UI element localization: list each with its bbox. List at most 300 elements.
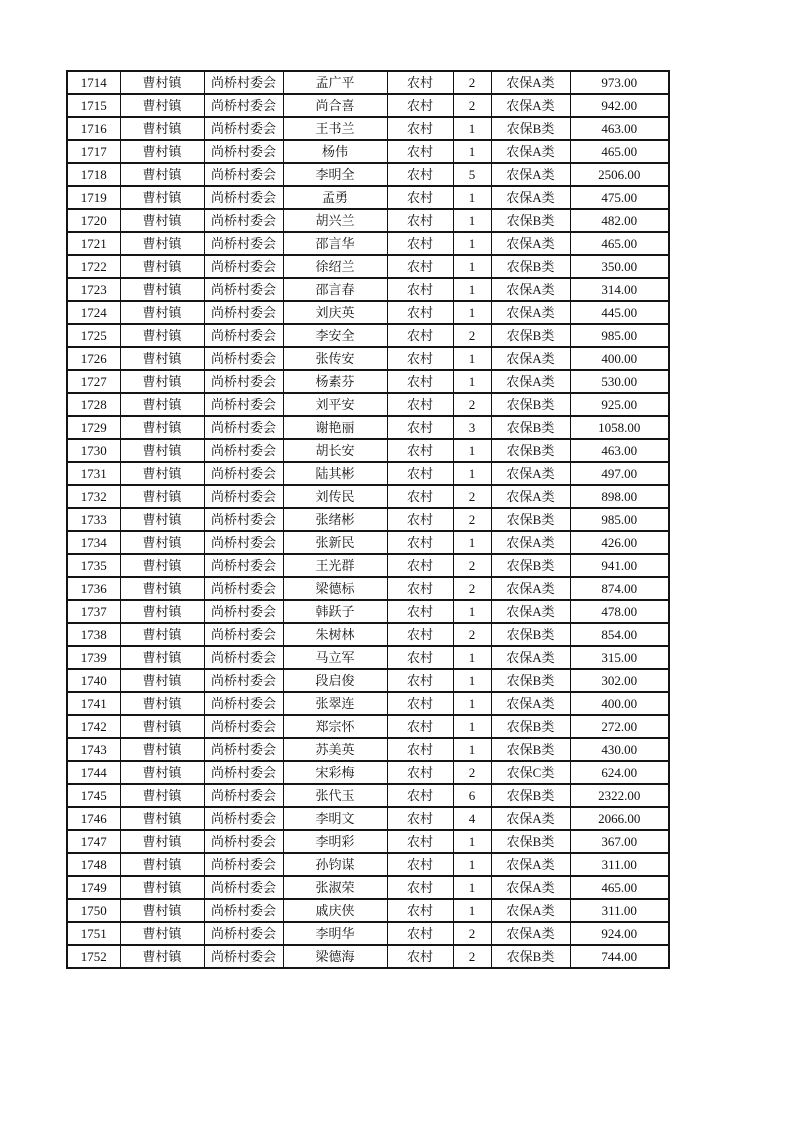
cell-amount: 430.00 [570, 738, 669, 761]
cell-village-committee: 尚桥村委会 [204, 692, 283, 715]
table-row [67, 439, 669, 462]
cell-village-committee: 尚桥村委会 [204, 807, 283, 830]
cell-person-count: 1 [453, 117, 491, 140]
cell-insurance-category: 农保B类 [491, 117, 570, 140]
cell-town: 曹村镇 [120, 600, 204, 623]
cell-person-name: 梁德标 [283, 577, 387, 600]
cell-person-name: 刘平安 [283, 393, 387, 416]
cell-village-committee: 尚桥村委会 [204, 554, 283, 577]
cell-amount: 985.00 [570, 324, 669, 347]
cell-person-name: 戚庆侠 [283, 899, 387, 922]
cell-residence-type: 农村 [387, 278, 453, 301]
cell-village-committee: 尚桥村委会 [204, 577, 283, 600]
cell-amount: 925.00 [570, 393, 669, 416]
cell-serial-number: 1721 [67, 232, 120, 255]
cell-village-committee: 尚桥村委会 [204, 669, 283, 692]
cell-insurance-category: 农保A类 [491, 140, 570, 163]
cell-town: 曹村镇 [120, 692, 204, 715]
cell-insurance-category: 农保B类 [491, 439, 570, 462]
table-row [67, 508, 669, 531]
cell-serial-number: 1722 [67, 255, 120, 278]
cell-amount: 475.00 [570, 186, 669, 209]
cell-serial-number: 1715 [67, 94, 120, 117]
cell-person-count: 5 [453, 163, 491, 186]
beneficiary-table [66, 70, 670, 969]
table-row [67, 922, 669, 945]
cell-person-count: 1 [453, 255, 491, 278]
cell-village-committee: 尚桥村委会 [204, 140, 283, 163]
cell-village-committee: 尚桥村委会 [204, 209, 283, 232]
cell-insurance-category: 农保A类 [491, 600, 570, 623]
cell-person-name: 段启俊 [283, 669, 387, 692]
cell-residence-type: 农村 [387, 439, 453, 462]
cell-village-committee: 尚桥村委会 [204, 715, 283, 738]
table-row [67, 577, 669, 600]
cell-insurance-category: 农保A类 [491, 807, 570, 830]
cell-village-committee: 尚桥村委会 [204, 301, 283, 324]
cell-residence-type: 农村 [387, 899, 453, 922]
cell-person-name: 孙钧谋 [283, 853, 387, 876]
cell-serial-number: 1737 [67, 600, 120, 623]
cell-town: 曹村镇 [120, 439, 204, 462]
cell-serial-number: 1745 [67, 784, 120, 807]
table-row [67, 324, 669, 347]
cell-amount: 315.00 [570, 646, 669, 669]
cell-residence-type: 农村 [387, 738, 453, 761]
cell-amount: 2322.00 [570, 784, 669, 807]
cell-town: 曹村镇 [120, 163, 204, 186]
table-row [67, 646, 669, 669]
cell-town: 曹村镇 [120, 71, 204, 94]
cell-person-count: 2 [453, 761, 491, 784]
table-row [67, 301, 669, 324]
cell-village-committee: 尚桥村委会 [204, 94, 283, 117]
cell-amount: 942.00 [570, 94, 669, 117]
cell-person-name: 胡长安 [283, 439, 387, 462]
cell-town: 曹村镇 [120, 508, 204, 531]
table-row [67, 209, 669, 232]
cell-village-committee: 尚桥村委会 [204, 324, 283, 347]
cell-person-count: 2 [453, 71, 491, 94]
cell-person-count: 1 [453, 140, 491, 163]
cell-person-count: 1 [453, 439, 491, 462]
cell-residence-type: 农村 [387, 393, 453, 416]
cell-residence-type: 农村 [387, 922, 453, 945]
cell-insurance-category: 农保B类 [491, 554, 570, 577]
cell-town: 曹村镇 [120, 347, 204, 370]
table-row [67, 71, 669, 94]
table-row [67, 462, 669, 485]
table-row [67, 554, 669, 577]
cell-residence-type: 农村 [387, 784, 453, 807]
cell-town: 曹村镇 [120, 117, 204, 140]
table-row [67, 669, 669, 692]
cell-person-name: 张新民 [283, 531, 387, 554]
cell-residence-type: 农村 [387, 416, 453, 439]
cell-person-count: 2 [453, 393, 491, 416]
cell-amount: 973.00 [570, 71, 669, 94]
table-row [67, 692, 669, 715]
cell-town: 曹村镇 [120, 232, 204, 255]
cell-residence-type: 农村 [387, 370, 453, 393]
cell-serial-number: 1724 [67, 301, 120, 324]
cell-person-count: 1 [453, 646, 491, 669]
cell-village-committee: 尚桥村委会 [204, 646, 283, 669]
table-row [67, 117, 669, 140]
table-row [67, 807, 669, 830]
table-row [67, 876, 669, 899]
cell-person-name: 韩跃子 [283, 600, 387, 623]
cell-person-name: 王光群 [283, 554, 387, 577]
cell-town: 曹村镇 [120, 370, 204, 393]
cell-town: 曹村镇 [120, 577, 204, 600]
cell-insurance-category: 农保B类 [491, 830, 570, 853]
cell-person-count: 2 [453, 623, 491, 646]
cell-serial-number: 1728 [67, 393, 120, 416]
cell-person-count: 1 [453, 209, 491, 232]
cell-insurance-category: 农保A类 [491, 301, 570, 324]
table-row [67, 784, 669, 807]
cell-town: 曹村镇 [120, 324, 204, 347]
table-row [67, 623, 669, 646]
cell-insurance-category: 农保A类 [491, 370, 570, 393]
table-row [67, 899, 669, 922]
cell-insurance-category: 农保A类 [491, 922, 570, 945]
cell-person-count: 1 [453, 232, 491, 255]
cell-person-name: 尚合喜 [283, 94, 387, 117]
cell-person-name: 马立军 [283, 646, 387, 669]
cell-amount: 302.00 [570, 669, 669, 692]
cell-amount: 465.00 [570, 876, 669, 899]
table-row [67, 393, 669, 416]
table-row [67, 140, 669, 163]
cell-serial-number: 1736 [67, 577, 120, 600]
cell-serial-number: 1714 [67, 71, 120, 94]
cell-amount: 744.00 [570, 945, 669, 968]
cell-person-name: 张代玉 [283, 784, 387, 807]
table-row [67, 94, 669, 117]
cell-insurance-category: 农保B类 [491, 416, 570, 439]
cell-residence-type: 农村 [387, 347, 453, 370]
cell-town: 曹村镇 [120, 416, 204, 439]
table-row [67, 416, 669, 439]
cell-insurance-category: 农保A类 [491, 232, 570, 255]
cell-amount: 874.00 [570, 577, 669, 600]
cell-person-name: 杨素芬 [283, 370, 387, 393]
cell-person-count: 1 [453, 738, 491, 761]
table-row [67, 830, 669, 853]
cell-insurance-category: 农保A类 [491, 899, 570, 922]
table-row [67, 186, 669, 209]
cell-person-name: 张传安 [283, 347, 387, 370]
table-row [67, 738, 669, 761]
table-row [67, 232, 669, 255]
cell-person-count: 6 [453, 784, 491, 807]
cell-village-committee: 尚桥村委会 [204, 623, 283, 646]
cell-insurance-category: 农保A类 [491, 163, 570, 186]
cell-person-name: 邵言春 [283, 278, 387, 301]
cell-person-name: 李明文 [283, 807, 387, 830]
cell-village-committee: 尚桥村委会 [204, 232, 283, 255]
cell-residence-type: 农村 [387, 186, 453, 209]
cell-serial-number: 1751 [67, 922, 120, 945]
cell-person-name: 孟勇 [283, 186, 387, 209]
cell-amount: 463.00 [570, 117, 669, 140]
cell-serial-number: 1720 [67, 209, 120, 232]
cell-person-count: 3 [453, 416, 491, 439]
cell-serial-number: 1733 [67, 508, 120, 531]
cell-person-count: 1 [453, 692, 491, 715]
cell-town: 曹村镇 [120, 807, 204, 830]
cell-town: 曹村镇 [120, 209, 204, 232]
cell-person-count: 1 [453, 462, 491, 485]
cell-insurance-category: 农保A类 [491, 278, 570, 301]
cell-village-committee: 尚桥村委会 [204, 393, 283, 416]
cell-village-committee: 尚桥村委会 [204, 439, 283, 462]
cell-residence-type: 农村 [387, 876, 453, 899]
cell-residence-type: 农村 [387, 140, 453, 163]
cell-town: 曹村镇 [120, 393, 204, 416]
cell-insurance-category: 农保A类 [491, 462, 570, 485]
cell-residence-type: 农村 [387, 715, 453, 738]
cell-insurance-category: 农保A类 [491, 94, 570, 117]
cell-insurance-category: 农保B类 [491, 508, 570, 531]
cell-residence-type: 农村 [387, 71, 453, 94]
cell-amount: 497.00 [570, 462, 669, 485]
cell-person-name: 王书兰 [283, 117, 387, 140]
cell-person-count: 1 [453, 669, 491, 692]
cell-person-count: 1 [453, 370, 491, 393]
cell-residence-type: 农村 [387, 232, 453, 255]
cell-person-name: 苏美英 [283, 738, 387, 761]
table-row [67, 600, 669, 623]
cell-village-committee: 尚桥村委会 [204, 531, 283, 554]
cell-amount: 854.00 [570, 623, 669, 646]
cell-person-count: 1 [453, 899, 491, 922]
cell-village-committee: 尚桥村委会 [204, 784, 283, 807]
cell-serial-number: 1719 [67, 186, 120, 209]
cell-amount: 400.00 [570, 347, 669, 370]
cell-residence-type: 农村 [387, 692, 453, 715]
cell-person-name: 梁德海 [283, 945, 387, 968]
cell-amount: 272.00 [570, 715, 669, 738]
cell-serial-number: 1744 [67, 761, 120, 784]
cell-amount: 985.00 [570, 508, 669, 531]
table-row [67, 485, 669, 508]
cell-insurance-category: 农保A类 [491, 853, 570, 876]
cell-serial-number: 1716 [67, 117, 120, 140]
cell-residence-type: 农村 [387, 761, 453, 784]
cell-insurance-category: 农保A类 [491, 692, 570, 715]
cell-serial-number: 1735 [67, 554, 120, 577]
cell-town: 曹村镇 [120, 669, 204, 692]
cell-residence-type: 农村 [387, 830, 453, 853]
cell-person-count: 1 [453, 600, 491, 623]
cell-town: 曹村镇 [120, 899, 204, 922]
cell-amount: 478.00 [570, 600, 669, 623]
cell-person-count: 2 [453, 922, 491, 945]
cell-village-committee: 尚桥村委会 [204, 899, 283, 922]
cell-town: 曹村镇 [120, 738, 204, 761]
cell-serial-number: 1729 [67, 416, 120, 439]
cell-amount: 924.00 [570, 922, 669, 945]
cell-person-name: 孟广平 [283, 71, 387, 94]
cell-village-committee: 尚桥村委会 [204, 945, 283, 968]
cell-insurance-category: 农保A类 [491, 876, 570, 899]
cell-person-name: 张翠连 [283, 692, 387, 715]
cell-amount: 314.00 [570, 278, 669, 301]
table-row [67, 715, 669, 738]
cell-person-count: 2 [453, 508, 491, 531]
cell-person-count: 1 [453, 830, 491, 853]
table-row [67, 531, 669, 554]
cell-person-count: 2 [453, 554, 491, 577]
cell-serial-number: 1738 [67, 623, 120, 646]
cell-town: 曹村镇 [120, 623, 204, 646]
table-body [67, 71, 669, 968]
cell-residence-type: 农村 [387, 577, 453, 600]
cell-person-count: 4 [453, 807, 491, 830]
cell-town: 曹村镇 [120, 715, 204, 738]
cell-residence-type: 农村 [387, 600, 453, 623]
table-row [67, 370, 669, 393]
cell-serial-number: 1727 [67, 370, 120, 393]
cell-serial-number: 1718 [67, 163, 120, 186]
cell-person-count: 1 [453, 278, 491, 301]
cell-amount: 465.00 [570, 140, 669, 163]
cell-amount: 2506.00 [570, 163, 669, 186]
cell-insurance-category: 农保A类 [491, 186, 570, 209]
cell-village-committee: 尚桥村委会 [204, 462, 283, 485]
cell-serial-number: 1731 [67, 462, 120, 485]
cell-insurance-category: 农保A类 [491, 347, 570, 370]
cell-person-name: 李安全 [283, 324, 387, 347]
cell-town: 曹村镇 [120, 945, 204, 968]
cell-residence-type: 农村 [387, 554, 453, 577]
cell-town: 曹村镇 [120, 761, 204, 784]
cell-serial-number: 1725 [67, 324, 120, 347]
cell-insurance-category: 农保B类 [491, 945, 570, 968]
cell-person-name: 邵言华 [283, 232, 387, 255]
cell-insurance-category: 农保B类 [491, 393, 570, 416]
cell-amount: 624.00 [570, 761, 669, 784]
cell-person-name: 陆其彬 [283, 462, 387, 485]
cell-amount: 311.00 [570, 899, 669, 922]
cell-serial-number: 1726 [67, 347, 120, 370]
cell-insurance-category: 农保B类 [491, 669, 570, 692]
cell-town: 曹村镇 [120, 922, 204, 945]
cell-person-name: 李明彩 [283, 830, 387, 853]
cell-amount: 311.00 [570, 853, 669, 876]
cell-town: 曹村镇 [120, 784, 204, 807]
cell-village-committee: 尚桥村委会 [204, 761, 283, 784]
cell-village-committee: 尚桥村委会 [204, 830, 283, 853]
table-row [67, 347, 669, 370]
cell-serial-number: 1741 [67, 692, 120, 715]
cell-person-name: 杨伟 [283, 140, 387, 163]
cell-town: 曹村镇 [120, 140, 204, 163]
table-row [67, 853, 669, 876]
cell-residence-type: 农村 [387, 669, 453, 692]
cell-person-count: 2 [453, 577, 491, 600]
cell-amount: 426.00 [570, 531, 669, 554]
cell-serial-number: 1734 [67, 531, 120, 554]
cell-residence-type: 农村 [387, 508, 453, 531]
cell-insurance-category: 农保B类 [491, 715, 570, 738]
cell-amount: 350.00 [570, 255, 669, 278]
cell-village-committee: 尚桥村委会 [204, 163, 283, 186]
table-row [67, 761, 669, 784]
cell-serial-number: 1730 [67, 439, 120, 462]
cell-person-count: 1 [453, 347, 491, 370]
cell-serial-number: 1717 [67, 140, 120, 163]
cell-village-committee: 尚桥村委会 [204, 117, 283, 140]
cell-amount: 530.00 [570, 370, 669, 393]
cell-person-name: 朱树林 [283, 623, 387, 646]
cell-person-name: 徐绍兰 [283, 255, 387, 278]
cell-amount: 465.00 [570, 232, 669, 255]
cell-serial-number: 1750 [67, 899, 120, 922]
cell-residence-type: 农村 [387, 324, 453, 347]
cell-village-committee: 尚桥村委会 [204, 416, 283, 439]
cell-serial-number: 1746 [67, 807, 120, 830]
cell-town: 曹村镇 [120, 255, 204, 278]
cell-residence-type: 农村 [387, 301, 453, 324]
cell-town: 曹村镇 [120, 531, 204, 554]
cell-amount: 482.00 [570, 209, 669, 232]
cell-amount: 463.00 [570, 439, 669, 462]
cell-town: 曹村镇 [120, 646, 204, 669]
cell-town: 曹村镇 [120, 94, 204, 117]
table-row [67, 255, 669, 278]
cell-amount: 445.00 [570, 301, 669, 324]
cell-residence-type: 农村 [387, 94, 453, 117]
cell-serial-number: 1748 [67, 853, 120, 876]
cell-serial-number: 1732 [67, 485, 120, 508]
cell-amount: 400.00 [570, 692, 669, 715]
cell-person-name: 郑宗怀 [283, 715, 387, 738]
cell-person-name: 谢艳丽 [283, 416, 387, 439]
cell-person-count: 2 [453, 324, 491, 347]
cell-residence-type: 农村 [387, 462, 453, 485]
cell-insurance-category: 农保B类 [491, 255, 570, 278]
cell-person-count: 1 [453, 301, 491, 324]
cell-residence-type: 农村 [387, 163, 453, 186]
cell-person-count: 2 [453, 945, 491, 968]
cell-person-name: 张绪彬 [283, 508, 387, 531]
cell-serial-number: 1739 [67, 646, 120, 669]
cell-village-committee: 尚桥村委会 [204, 71, 283, 94]
cell-village-committee: 尚桥村委会 [204, 278, 283, 301]
cell-village-committee: 尚桥村委会 [204, 370, 283, 393]
cell-person-name: 李明华 [283, 922, 387, 945]
cell-person-count: 1 [453, 186, 491, 209]
cell-insurance-category: 农保B类 [491, 324, 570, 347]
cell-village-committee: 尚桥村委会 [204, 853, 283, 876]
cell-town: 曹村镇 [120, 876, 204, 899]
cell-serial-number: 1740 [67, 669, 120, 692]
cell-village-committee: 尚桥村委会 [204, 186, 283, 209]
cell-amount: 367.00 [570, 830, 669, 853]
cell-serial-number: 1743 [67, 738, 120, 761]
table-row [67, 163, 669, 186]
cell-serial-number: 1749 [67, 876, 120, 899]
cell-amount: 2066.00 [570, 807, 669, 830]
cell-person-name: 胡兴兰 [283, 209, 387, 232]
cell-person-name: 李明全 [283, 163, 387, 186]
cell-residence-type: 农村 [387, 117, 453, 140]
cell-person-name: 宋彩梅 [283, 761, 387, 784]
